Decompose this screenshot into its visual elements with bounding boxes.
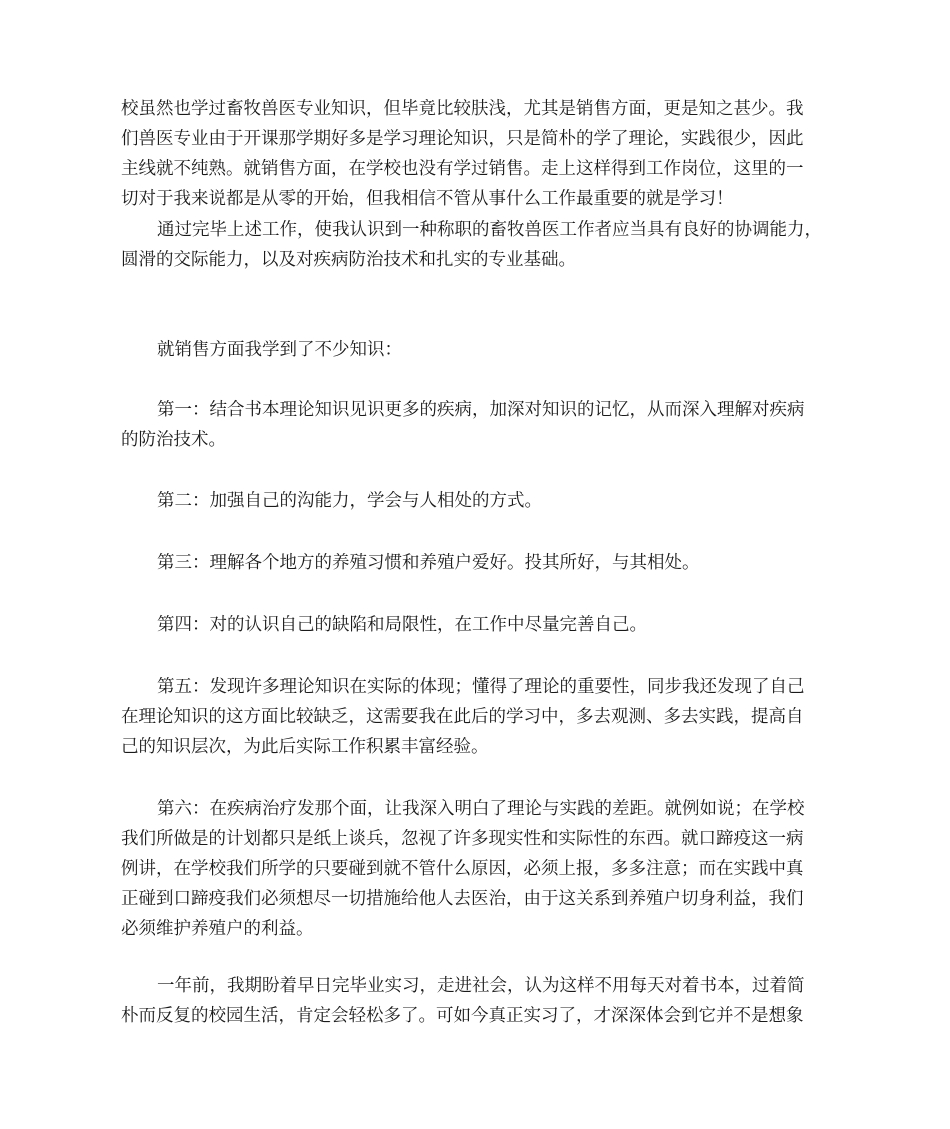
- paragraph-skills-summary: [121, 215, 833, 275]
- text-line: 我们所做是的计划都只是纸上谈兵，忽视了许多现实性和实际性的东西。就口蹄疫这一病: [121, 829, 804, 849]
- text-line: 第三：理解各个地方的养殖习惯和养殖户爱好。投其所好，与其相处。: [157, 553, 700, 573]
- paragraph-point-six: [121, 794, 833, 944]
- text-line: 切对于我来说都是从零的开始，但我相信不管从事什么工作最重要的就是学习！: [121, 189, 734, 209]
- text-line: 就销售方面我学到了不少知识：: [157, 340, 402, 360]
- text-line: 一年前，我期盼着早日完毕业实习，走进社会，认为这样不用每天对着书本，过着简: [157, 976, 805, 996]
- paragraph-point-one: [121, 395, 833, 455]
- text-line: 朴而反复的校园生活，肯定会轻松多了。可如今真正实习了，才深深体会到它并不是想象: [121, 1006, 804, 1026]
- paragraph-point-five: [121, 672, 833, 762]
- text-line: 们兽医专业由于开课那学期好多是学习理论知识，只是简朴的学了理论，实践很少，因此: [121, 129, 804, 149]
- paragraph-point-three: [121, 548, 833, 578]
- text-line: 通过完毕上述工作，使我认识到一种称职的畜牧兽医工作者应当具有良好的协调能力，: [157, 220, 822, 240]
- paragraph-point-four: [121, 610, 833, 640]
- text-line: 己的知识层次，为此后实际工作积累丰富经验。: [121, 737, 489, 757]
- text-line: 在理论知识的这方面比较缺乏，这需要我在此后的学习中，多去观测、多去实践，提高自: [121, 707, 804, 727]
- paragraph-point-two: [121, 486, 833, 516]
- paragraph-reflection: [121, 971, 833, 1031]
- paragraph-sales-intro: [121, 335, 833, 365]
- text-line: 第一：结合书本理论知识见识更多的疾病，加深对知识的记忆，从而深入理解对疾病: [157, 400, 805, 420]
- text-line: 第六：在疾病治疗发那个面，让我深入明白了理论与实践的差距。就例如说；在学校: [157, 799, 805, 819]
- text-line: 第五：发现许多理论知识在实际的体现；懂得了理论的重要性，同步我还发现了自己: [157, 677, 805, 697]
- text-line: 例讲，在学校我们所学的只要碰到就不管什么原因，必须上报，多多注意；而在实践中真: [121, 859, 804, 879]
- text-line: 的防治技术。: [121, 430, 226, 450]
- text-line: 第二：加强自己的沟能力，学会与人相处的方式。: [157, 491, 542, 511]
- text-line: 第四：对的认识自己的缺陷和局限性，在工作中尽量完善自己。: [157, 615, 647, 635]
- text-line: 校虽然也学过畜牧兽医专业知识，但毕竟比较肤浅，尤其是销售方面，更是知之甚少。我: [121, 99, 804, 119]
- text-line: 圆滑的交际能力，以及对疾病防治技术和扎实的专业基础。: [121, 250, 576, 270]
- text-line: 必须维护养殖户的利益。: [121, 919, 314, 939]
- paragraph-continuation: [121, 94, 833, 214]
- text-line: 正碰到口蹄疫我们必须想尽一切措施给他人去医治，由于这关系到养殖户切身利益，我们: [121, 889, 804, 909]
- text-line: 主线就不纯熟。就销售方面，在学校也没有学过销售。走上这样得到工作岗位，这里的一: [121, 159, 804, 179]
